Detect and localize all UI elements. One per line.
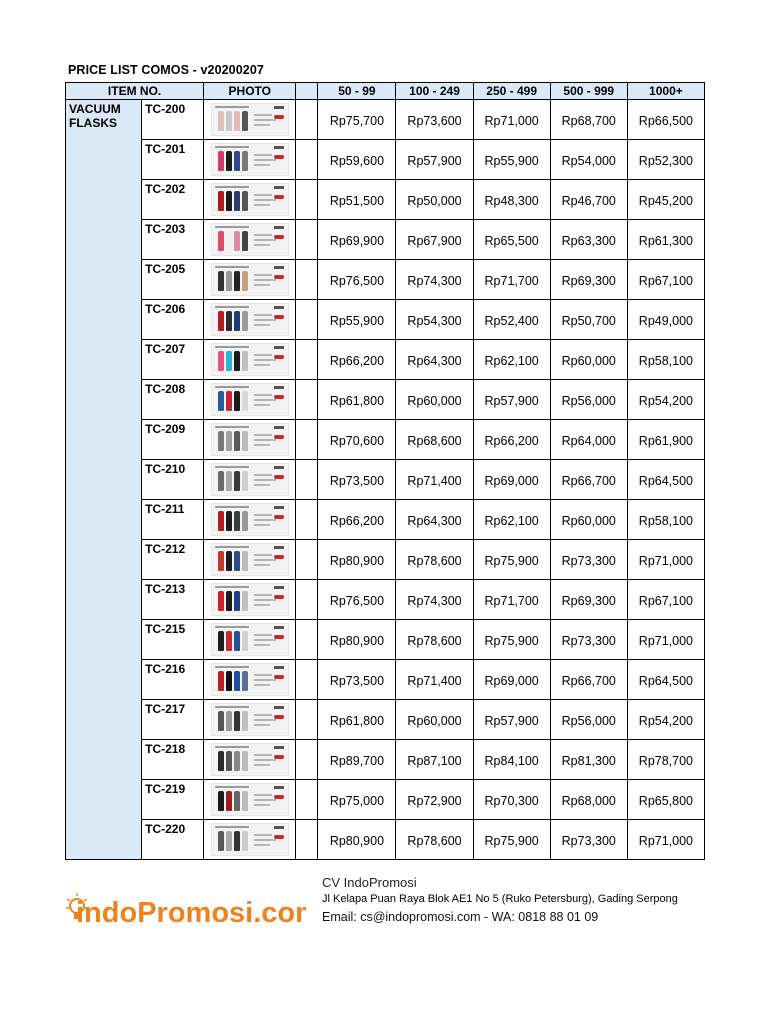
price-cell-tier-3: Rp75,900 <box>473 540 550 580</box>
header-tier-2: 100 - 249 <box>396 83 473 100</box>
logo-text: indoPromosi.com <box>76 897 306 929</box>
price-cell-tier-3: Rp62,100 <box>473 500 550 540</box>
price-cell-tier-3: Rp75,900 <box>473 620 550 660</box>
item-number: TC-220 <box>142 820 204 860</box>
table-row <box>66 460 705 500</box>
price-cell-tier-2: Rp74,300 <box>396 580 473 620</box>
price-cell-tier-4: Rp63,300 <box>550 220 627 260</box>
photo-cell <box>204 460 296 500</box>
price-cell-tier-2: Rp60,000 <box>396 700 473 740</box>
item-number: TC-207 <box>142 340 204 380</box>
company-address: Jl Kelapa Puan Raya Blok AE1 No 5 (Ruko Petersburg), Gading Serpong <box>322 893 678 905</box>
blank-cell <box>296 420 318 460</box>
photo-cell <box>204 380 296 420</box>
flask-shape <box>234 631 240 651</box>
price-cell-tier-3: Rp71,700 <box>473 260 550 300</box>
photo-cell <box>204 220 296 260</box>
flask-shape <box>226 551 232 571</box>
flask-shape <box>234 431 240 451</box>
price-cell-tier-3: Rp57,900 <box>473 700 550 740</box>
price-cell-tier-4: Rp73,300 <box>550 820 627 860</box>
flask-shape <box>226 831 232 851</box>
vacuum-flask-thumbnail <box>211 623 289 656</box>
flask-shape <box>242 551 248 571</box>
header-tier-3: 250 - 499 <box>473 83 550 100</box>
flask-shape <box>226 511 232 531</box>
vacuum-flask-thumbnail <box>211 143 289 176</box>
price-cell-tier-2: Rp67,900 <box>396 220 473 260</box>
flask-shape <box>218 511 224 531</box>
price-cell-tier-3: Rp48,300 <box>473 180 550 220</box>
flask-shape <box>226 111 232 131</box>
flask-shape <box>234 791 240 811</box>
price-cell-tier-1: Rp80,900 <box>318 620 396 660</box>
vacuum-flask-thumbnail <box>211 343 289 376</box>
photo-cell <box>204 140 296 180</box>
flask-shape <box>218 271 224 291</box>
price-cell-tier-5: Rp64,500 <box>627 660 704 700</box>
price-cell-tier-5: Rp65,800 <box>627 780 704 820</box>
price-cell-tier-4: Rp66,700 <box>550 460 627 500</box>
price-cell-tier-3: Rp75,900 <box>473 820 550 860</box>
flask-shape <box>218 711 224 731</box>
photo-cell <box>204 420 296 460</box>
table-row <box>66 180 705 220</box>
vacuum-flask-thumbnail <box>211 583 289 616</box>
price-cell-tier-1: Rp70,600 <box>318 420 396 460</box>
price-cell-tier-4: Rp68,700 <box>550 100 627 140</box>
table-row <box>66 340 705 380</box>
table-row <box>66 660 705 700</box>
vacuum-flask-thumbnail <box>211 663 289 696</box>
price-cell-tier-1: Rp75,000 <box>318 780 396 820</box>
flask-shape <box>242 671 248 691</box>
table-row <box>66 700 705 740</box>
flask-shape <box>242 391 248 411</box>
flask-shape <box>242 231 248 251</box>
flask-shape <box>226 231 232 251</box>
price-cell-tier-3: Rp71,700 <box>473 580 550 620</box>
company-name: CV IndoPromosi <box>322 875 417 890</box>
price-cell-tier-2: Rp57,900 <box>396 140 473 180</box>
price-cell-tier-2: Rp73,600 <box>396 100 473 140</box>
blank-cell <box>296 300 318 340</box>
table-row <box>66 740 705 780</box>
price-cell-tier-4: Rp64,000 <box>550 420 627 460</box>
price-cell-tier-5: Rp58,100 <box>627 500 704 540</box>
flask-shape <box>226 631 232 651</box>
flask-shape <box>218 591 224 611</box>
flask-shape <box>242 351 248 371</box>
vacuum-flask-thumbnail <box>211 383 289 416</box>
price-cell-tier-5: Rp45,200 <box>627 180 704 220</box>
price-cell-tier-4: Rp46,700 <box>550 180 627 220</box>
blank-cell <box>296 260 318 300</box>
price-cell-tier-2: Rp60,000 <box>396 380 473 420</box>
price-cell-tier-4: Rp68,000 <box>550 780 627 820</box>
blank-cell <box>296 740 318 780</box>
item-number: TC-208 <box>142 380 204 420</box>
flask-shape <box>242 831 248 851</box>
category-cell <box>66 100 142 860</box>
price-cell-tier-4: Rp73,300 <box>550 620 627 660</box>
table-row <box>66 260 705 300</box>
price-cell-tier-4: Rp73,300 <box>550 540 627 580</box>
photo-cell <box>204 660 296 700</box>
flask-shape <box>234 751 240 771</box>
photo-cell <box>204 500 296 540</box>
price-cell-tier-1: Rp61,800 <box>318 380 396 420</box>
item-number: TC-200 <box>142 100 204 140</box>
table-row <box>66 100 705 140</box>
item-number: TC-201 <box>142 140 204 180</box>
flask-shape <box>218 551 224 571</box>
item-number: TC-210 <box>142 460 204 500</box>
flask-shape <box>234 191 240 211</box>
company-contact: Email: cs@indopromosi.com - WA: 0818 88 01 09 <box>322 910 599 924</box>
blank-cell <box>296 180 318 220</box>
price-cell-tier-5: Rp78,700 <box>627 740 704 780</box>
table-row <box>66 380 705 420</box>
vacuum-flask-thumbnail <box>211 743 289 776</box>
table-row <box>66 300 705 340</box>
blank-cell <box>296 620 318 660</box>
category-line-1: VACUUM <box>69 102 121 116</box>
price-cell-tier-1: Rp66,200 <box>318 340 396 380</box>
photo-cell <box>204 620 296 660</box>
price-cell-tier-4: Rp56,000 <box>550 380 627 420</box>
flask-shape <box>226 191 232 211</box>
vacuum-flask-thumbnail <box>211 103 289 136</box>
price-cell-tier-1: Rp73,500 <box>318 460 396 500</box>
vacuum-flask-thumbnail <box>211 703 289 736</box>
page-title: PRICE LIST COMOS - v20200207 <box>68 63 264 77</box>
blank-cell <box>296 500 318 540</box>
photo-cell <box>204 820 296 860</box>
price-cell-tier-1: Rp80,900 <box>318 820 396 860</box>
price-cell-tier-1: Rp51,500 <box>318 180 396 220</box>
price-cell-tier-4: Rp56,000 <box>550 700 627 740</box>
indopromosi-logo[interactable] <box>66 886 306 936</box>
category-line-2: FLASKS <box>69 116 117 130</box>
table-row <box>66 580 705 620</box>
blank-cell <box>296 100 318 140</box>
price-cell-tier-4: Rp50,700 <box>550 300 627 340</box>
price-cell-tier-5: Rp66,500 <box>627 100 704 140</box>
flask-shape <box>234 351 240 371</box>
vacuum-flask-thumbnail <box>211 303 289 336</box>
flask-shape <box>218 111 224 131</box>
price-cell-tier-1: Rp89,700 <box>318 740 396 780</box>
flask-shape <box>242 111 248 131</box>
flask-shape <box>218 831 224 851</box>
price-cell-tier-2: Rp54,300 <box>396 300 473 340</box>
table-row <box>66 620 705 660</box>
flask-shape <box>226 471 232 491</box>
item-number: TC-203 <box>142 220 204 260</box>
flask-shape <box>242 311 248 331</box>
flask-shape <box>226 271 232 291</box>
price-cell-tier-2: Rp78,600 <box>396 820 473 860</box>
flask-shape <box>218 631 224 651</box>
flask-shape <box>218 791 224 811</box>
price-cell-tier-2: Rp50,000 <box>396 180 473 220</box>
flask-shape <box>218 751 224 771</box>
item-number: TC-206 <box>142 300 204 340</box>
price-cell-tier-5: Rp71,000 <box>627 540 704 580</box>
flask-shape <box>218 671 224 691</box>
vacuum-flask-thumbnail <box>211 423 289 456</box>
header-tier-4: 500 - 999 <box>550 83 627 100</box>
photo-cell <box>204 260 296 300</box>
price-cell-tier-5: Rp52,300 <box>627 140 704 180</box>
price-cell-tier-4: Rp81,300 <box>550 740 627 780</box>
price-cell-tier-5: Rp67,100 <box>627 260 704 300</box>
blank-cell <box>296 660 318 700</box>
blank-cell <box>296 340 318 380</box>
blank-cell <box>296 820 318 860</box>
price-cell-tier-2: Rp78,600 <box>396 540 473 580</box>
item-number: TC-218 <box>142 740 204 780</box>
photo-cell <box>204 740 296 780</box>
flask-shape <box>234 511 240 531</box>
flask-shape <box>234 231 240 251</box>
item-number: TC-209 <box>142 420 204 460</box>
item-number: TC-216 <box>142 660 204 700</box>
price-cell-tier-4: Rp54,000 <box>550 140 627 180</box>
price-cell-tier-4: Rp66,700 <box>550 660 627 700</box>
price-cell-tier-2: Rp87,100 <box>396 740 473 780</box>
flask-shape <box>242 511 248 531</box>
header-tier-5: 1000+ <box>627 83 704 100</box>
price-cell-tier-3: Rp66,200 <box>473 420 550 460</box>
table-row <box>66 220 705 260</box>
vacuum-flask-thumbnail <box>211 823 289 856</box>
price-cell-tier-2: Rp71,400 <box>396 660 473 700</box>
flask-shape <box>218 351 224 371</box>
price-cell-tier-1: Rp76,500 <box>318 260 396 300</box>
price-cell-tier-3: Rp55,900 <box>473 140 550 180</box>
flask-shape <box>234 151 240 171</box>
item-number: TC-205 <box>142 260 204 300</box>
vacuum-flask-thumbnail <box>211 263 289 296</box>
photo-cell <box>204 340 296 380</box>
flask-shape <box>226 791 232 811</box>
flask-shape <box>242 271 248 291</box>
blank-cell <box>296 580 318 620</box>
flask-shape <box>218 151 224 171</box>
flask-shape <box>226 311 232 331</box>
flask-shape <box>242 471 248 491</box>
photo-cell <box>204 780 296 820</box>
price-cell-tier-2: Rp72,900 <box>396 780 473 820</box>
price-cell-tier-1: Rp69,900 <box>318 220 396 260</box>
flask-shape <box>234 471 240 491</box>
item-number: TC-217 <box>142 700 204 740</box>
price-cell-tier-5: Rp61,300 <box>627 220 704 260</box>
item-number: TC-213 <box>142 580 204 620</box>
price-cell-tier-1: Rp80,900 <box>318 540 396 580</box>
price-cell-tier-1: Rp61,800 <box>318 700 396 740</box>
vacuum-flask-thumbnail <box>211 463 289 496</box>
price-cell-tier-3: Rp69,000 <box>473 660 550 700</box>
price-cell-tier-1: Rp75,700 <box>318 100 396 140</box>
blank-cell <box>296 140 318 180</box>
table-row <box>66 420 705 460</box>
flask-shape <box>218 431 224 451</box>
price-cell-tier-2: Rp74,300 <box>396 260 473 300</box>
flask-shape <box>242 191 248 211</box>
price-cell-tier-1: Rp55,900 <box>318 300 396 340</box>
table-row <box>66 500 705 540</box>
photo-cell <box>204 540 296 580</box>
price-table <box>65 82 705 860</box>
price-cell-tier-4: Rp69,300 <box>550 260 627 300</box>
flask-shape <box>226 351 232 371</box>
flask-shape <box>234 591 240 611</box>
vacuum-flask-thumbnail <box>211 503 289 536</box>
price-cell-tier-5: Rp58,100 <box>627 340 704 380</box>
price-cell-tier-2: Rp78,600 <box>396 620 473 660</box>
flask-shape <box>226 151 232 171</box>
flask-shape <box>242 791 248 811</box>
flask-shape <box>218 391 224 411</box>
price-cell-tier-4: Rp60,000 <box>550 500 627 540</box>
item-number: TC-202 <box>142 180 204 220</box>
flask-shape <box>234 271 240 291</box>
price-cell-tier-5: Rp61,900 <box>627 420 704 460</box>
header-blank <box>296 83 318 100</box>
price-cell-tier-1: Rp76,500 <box>318 580 396 620</box>
flask-shape <box>226 591 232 611</box>
flask-shape <box>218 191 224 211</box>
photo-cell <box>204 580 296 620</box>
price-cell-tier-3: Rp52,400 <box>473 300 550 340</box>
photo-cell <box>204 700 296 740</box>
photo-cell <box>204 180 296 220</box>
blank-cell <box>296 380 318 420</box>
flask-shape <box>226 431 232 451</box>
price-cell-tier-5: Rp71,000 <box>627 820 704 860</box>
blank-cell <box>296 780 318 820</box>
flask-shape <box>234 831 240 851</box>
price-cell-tier-4: Rp60,000 <box>550 340 627 380</box>
flask-shape <box>234 391 240 411</box>
flask-shape <box>242 591 248 611</box>
flask-shape <box>234 711 240 731</box>
item-number: TC-215 <box>142 620 204 660</box>
table-row <box>66 540 705 580</box>
item-number: TC-219 <box>142 780 204 820</box>
flask-shape <box>226 751 232 771</box>
price-cell-tier-1: Rp59,600 <box>318 140 396 180</box>
flask-shape <box>234 311 240 331</box>
price-cell-tier-3: Rp62,100 <box>473 340 550 380</box>
photo-cell <box>204 300 296 340</box>
price-cell-tier-5: Rp54,200 <box>627 380 704 420</box>
flask-shape <box>218 471 224 491</box>
flask-shape <box>242 751 248 771</box>
flask-shape <box>242 431 248 451</box>
flask-shape <box>234 111 240 131</box>
header-item-no: ITEM NO. <box>66 83 204 100</box>
blank-cell <box>296 700 318 740</box>
flask-shape <box>242 151 248 171</box>
table-row <box>66 820 705 860</box>
item-number: TC-212 <box>142 540 204 580</box>
header-photo: PHOTO <box>204 83 296 100</box>
price-cell-tier-3: Rp65,500 <box>473 220 550 260</box>
flask-shape <box>234 551 240 571</box>
blank-cell <box>296 220 318 260</box>
price-cell-tier-3: Rp57,900 <box>473 380 550 420</box>
flask-shape <box>242 631 248 651</box>
price-cell-tier-1: Rp73,500 <box>318 660 396 700</box>
flask-shape <box>218 231 224 251</box>
price-cell-tier-2: Rp64,300 <box>396 340 473 380</box>
flask-shape <box>242 711 248 731</box>
price-cell-tier-5: Rp64,500 <box>627 460 704 500</box>
price-cell-tier-1: Rp66,200 <box>318 500 396 540</box>
blank-cell <box>296 460 318 500</box>
price-cell-tier-5: Rp71,000 <box>627 620 704 660</box>
item-number: TC-211 <box>142 500 204 540</box>
header-tier-1: 50 - 99 <box>318 83 396 100</box>
flask-shape <box>226 391 232 411</box>
price-cell-tier-4: Rp69,300 <box>550 580 627 620</box>
price-cell-tier-3: Rp71,000 <box>473 100 550 140</box>
price-cell-tier-5: Rp67,100 <box>627 580 704 620</box>
flask-shape <box>226 711 232 731</box>
price-cell-tier-2: Rp68,600 <box>396 420 473 460</box>
blank-cell <box>296 540 318 580</box>
table-row <box>66 780 705 820</box>
table-row <box>66 140 705 180</box>
flask-shape <box>234 671 240 691</box>
price-cell-tier-3: Rp70,300 <box>473 780 550 820</box>
price-cell-tier-2: Rp71,400 <box>396 460 473 500</box>
price-cell-tier-3: Rp84,100 <box>473 740 550 780</box>
price-cell-tier-5: Rp54,200 <box>627 700 704 740</box>
price-cell-tier-5: Rp49,000 <box>627 300 704 340</box>
vacuum-flask-thumbnail <box>211 783 289 816</box>
vacuum-flask-thumbnail <box>211 183 289 216</box>
flask-shape <box>218 311 224 331</box>
flask-shape <box>226 671 232 691</box>
vacuum-flask-thumbnail <box>211 223 289 256</box>
header-row <box>66 83 705 100</box>
photo-cell <box>204 100 296 140</box>
svg-text:indoPromosi.com <box>76 897 306 929</box>
price-cell-tier-2: Rp64,300 <box>396 500 473 540</box>
price-cell-tier-3: Rp69,000 <box>473 460 550 500</box>
vacuum-flask-thumbnail <box>211 543 289 576</box>
